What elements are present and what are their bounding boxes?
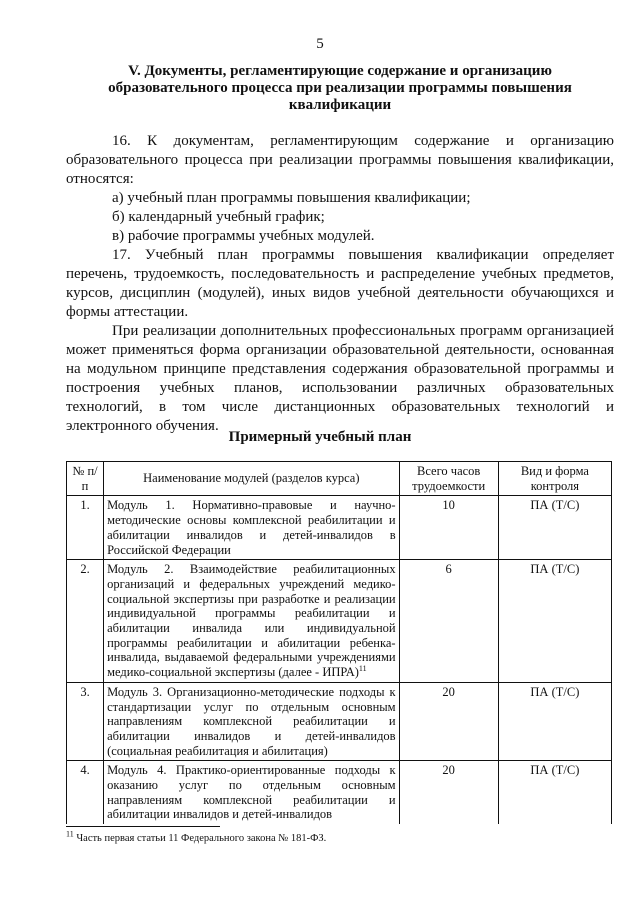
paragraph-16-line-2: образовательного процесса при реализации программы повышения квалификации, <box>66 152 614 168</box>
table-row <box>67 761 612 824</box>
row-module-name: Модуль 1. Нормативно-правовые и научно-методические основы комплексной реабилитации и абилитации инвалидов и детей-инвалидов в Российской Федерации <box>104 496 400 560</box>
row-control-form: ПА (Т/С) <box>498 682 611 761</box>
header-hours: Всего часов трудоемкости <box>399 462 498 496</box>
table-row <box>67 560 612 683</box>
row-module-text: Модуль 2. Взаимодействие реабилитационных организаций и федеральных учреждений медико-социальной экспертизы при разработке и реализации индивидуальной программы реабилитации и абилитации инвалида или индивидуальной программы реабилитации и абилитации ребенка-инвалида, выдаваемой федеральными учреждениями медико-социальной экспертизы (далее - ИПРА) <box>107 562 396 680</box>
row-hours: 10 <box>399 496 498 560</box>
header-form: Вид и форма контроля <box>498 462 611 496</box>
table-row <box>67 682 612 761</box>
curriculum-table <box>66 461 612 824</box>
page-number: 5 <box>316 36 324 52</box>
header-num: № п/п <box>67 462 104 496</box>
row-num: 3. <box>67 682 104 761</box>
row-num: 4. <box>67 761 104 824</box>
footnote-divider <box>66 826 220 827</box>
row-module-name <box>104 560 400 683</box>
footnote-ref: 11 <box>358 663 367 673</box>
plan-title: Примерный учебный план <box>228 429 412 445</box>
row-module-name: Модуль 4. Практико-ориентированные подходы к оказанию услуг по отдельным основным направлениям комплексной реабилитации и абилитации инвалидов и детей-инвалидов <box>104 761 400 824</box>
row-module-name: Модуль 3. Организационно-методические подходы к стандартизации услуг по отдельным основным направлениям комплексной реабилитации и абилитации инвалидов и детей-инвалидов (социальная реабилитация и абилитация) <box>104 682 400 761</box>
header-name: Наименование модулей (разделов курса) <box>104 462 400 496</box>
row-control-form: ПА (Т/С) <box>498 761 611 824</box>
row-hours: 20 <box>399 761 498 824</box>
footnote-mark: 11 <box>66 829 74 839</box>
table-row <box>67 496 612 560</box>
table-header-row <box>67 462 612 496</box>
row-hours: 20 <box>399 682 498 761</box>
list-item-a: а) учебный план программы повышения квалификации; <box>112 190 471 206</box>
row-control-form: ПА (Т/С) <box>498 496 611 560</box>
footnote <box>66 829 327 844</box>
row-control-form: ПА (Т/С) <box>498 560 611 683</box>
list-item-b: б) календарный учебный график; <box>112 209 325 225</box>
row-hours: 6 <box>399 560 498 683</box>
body-text <box>66 132 614 436</box>
paragraph-16-line-1: 16. К документам, регламентирующим содержание и организацию <box>112 133 614 149</box>
paragraph-17: 17. Учебный план программы повышения квалификации определяет перечень, трудоемкость, последовательность и распределение учебных предметов, курсов, дисциплин (модулей), иных видов учебной деятельности обучающихся и формы аттестации. <box>66 247 614 320</box>
list-item-c: в) рабочие программы учебных модулей. <box>112 228 375 244</box>
footnote-text: Часть первая статьи 11 Федерального закона № 181-ФЗ. <box>76 833 327 844</box>
row-num: 2. <box>67 560 104 683</box>
paragraph-16-line-3: относятся: <box>66 171 134 187</box>
paragraph-modular: При реализации дополнительных профессиональных программ организацией может применяться форма организации образовательной деятельности, основанная на модульном принципе представления содержания образовательной программы и построения учебных планов, использовании различных образовательных технологий, в том числе дистанционных образовательных технологий и электронного обучения. <box>66 323 614 434</box>
row-num: 1. <box>67 496 104 560</box>
section-title: V. Документы, регламентирующие содержание и организацию образовательного процесса при реализации программы повышения квалификации <box>108 63 572 113</box>
